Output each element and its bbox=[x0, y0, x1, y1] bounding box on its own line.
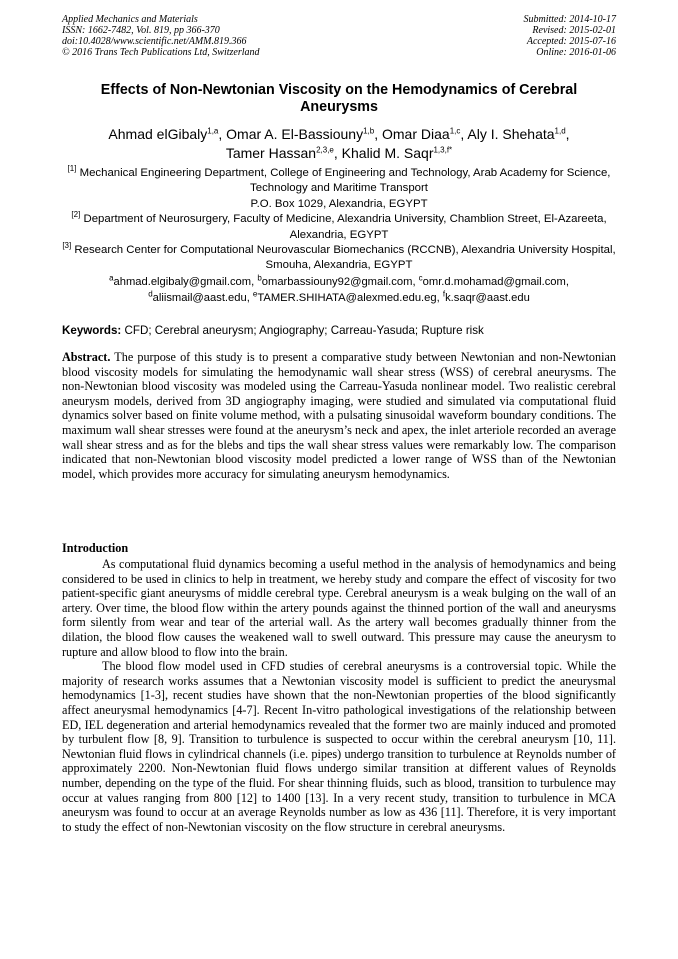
email-address[interactable]: ahmad.elgibaly@gmail.com bbox=[113, 276, 252, 288]
abstract bbox=[62, 350, 616, 481]
keywords-label: Keywords: bbox=[62, 324, 122, 337]
affiliation-mark: [1] bbox=[67, 164, 77, 174]
abstract-label: Abstract. bbox=[62, 350, 111, 364]
keywords bbox=[62, 323, 616, 338]
email-mark: b bbox=[257, 273, 262, 283]
copyright: © 2016 Trans Tech Publications Ltd, Switzerland bbox=[62, 47, 260, 58]
affiliation-text: Mechanical Engineering Department, College of Engineering and Technology, Arab Academy for Science, Technology and Maritime Transport bbox=[79, 167, 611, 195]
author-separator: , bbox=[460, 126, 468, 142]
author-name: Ahmad elGibaly bbox=[108, 126, 208, 142]
email-address[interactable]: k.saqr@aast.edu bbox=[445, 291, 530, 304]
introduction-body bbox=[62, 557, 616, 834]
email-separator: , bbox=[246, 291, 253, 304]
doi: doi:10.4028/www.scientific.net/AMM.819.366 bbox=[62, 36, 247, 47]
author-separator: , bbox=[374, 126, 382, 142]
email-separator: , bbox=[251, 276, 258, 288]
affiliation-text: Research Center for Computational Neurovascular Biomechanics (RCCNB), Alexandria University Hospital, Smouha, Alexandria, EGYPT bbox=[74, 244, 616, 272]
author-name: Omar Diaa bbox=[382, 126, 450, 142]
author-affiliation-mark: 1,3,f* bbox=[433, 145, 453, 155]
author-affiliation-mark: 1,b bbox=[363, 126, 375, 136]
author-affiliation-mark: 2,3,e bbox=[316, 145, 334, 155]
affiliation-3 bbox=[62, 243, 616, 274]
revised-date: Revised: 2015-02-01 bbox=[532, 25, 616, 36]
affiliation-2 bbox=[62, 212, 616, 243]
author-name: Omar A. El-Bassiouny bbox=[226, 126, 364, 142]
paragraph: The blood flow model used in CFD studies of cerebral aneurysms is a controversial topic. While the majority of research works assumes that a Newtonian viscosity model is sufficient to predict the aneurysmal hemodynamics [1-3], recent studies have shown that the non-Newtonian properties of the blood significantly affect aneurysmal hemodynamics [4-7]. Recent In-vitro pathological investigations of the relationship between ED, IEL degeneration and arterial hemodynamics revealed that the former two are mainly induced and promoted by turbulent flow [8, 9]. Transition to turbulence is suspected to occur within the cerebral aneurysm [10, 11]. Newtonian fluid flows in cylindrical channels (i.e. pipes) undergo transition to turbulence at Reynolds number of approximately 2200. Non-Newtonian fluid flows undergo similar transition at different values of Reynolds number, depending on the type of the fluid. For shear thinning fluids, such as blood, transition to turbulence may occur at values ranging from 800 [12] to 1400 [13]. In a very recent study, transition to turbulence in MCA aneurysm was found to occur at an average Reynolds number as low as 436 [11]. Therefore, it is very important to study the effect of non-Newtonian viscosity on the flow structure in cerebral aneurysms. bbox=[62, 659, 616, 834]
author-affiliation-mark: 1,a bbox=[207, 126, 219, 136]
email-mark: f bbox=[442, 288, 446, 298]
accepted-date: Accepted: 2015-07-16 bbox=[526, 36, 616, 47]
email-address[interactable]: aliismail@aast.edu bbox=[152, 291, 247, 304]
author-affiliation-mark: 1,d bbox=[554, 126, 566, 136]
affiliation-text: Department of Neurosurgery, Faculty of Medicine, Alexandria University, Chamblion Street, El-Azareeta, Alexandria, EGYPT bbox=[83, 213, 607, 241]
affiliation-mark: [3] bbox=[62, 241, 72, 251]
section-heading-introduction: Introduction bbox=[62, 541, 129, 555]
email-separator: , bbox=[412, 276, 419, 288]
affiliation-address: P.O. Box 1029, Alexandria, EGYPT bbox=[250, 197, 428, 210]
email-mark: e bbox=[252, 288, 258, 298]
email-address[interactable]: TAMER.SHIHATA@alexmed.edu.eg bbox=[257, 291, 437, 304]
email-address[interactable]: omr.d.mohamad@gmail.com, bbox=[422, 276, 569, 288]
email-mark: c bbox=[418, 273, 423, 283]
affiliation-mark: [2] bbox=[71, 210, 81, 220]
affiliations bbox=[62, 166, 616, 274]
author-separator: , bbox=[333, 145, 342, 161]
author-list bbox=[62, 125, 616, 163]
affiliation-1 bbox=[62, 166, 616, 212]
abstract-text: The purpose of this study is to present a comparative study between Newtonian and non-Newtonian blood viscosity models for simulating the hemodynamic wall shear stress (WSS) of cerebral aneurysms. The non-Newtonian blood viscosity was modeled using the Carreau-Yasuda nonlinear model. Two realistic cerebral aneurysm models, derived from 3D angiography imaging, were studied and simulated via computational fluid dynamics solver based on finite volume method, with a pulsating sinusoidal waveform boundary conditions. The maximum wall shear stresses were found at the aneurysm’s neck and apex, the inlet arteriole recorded an average wall shear stress and as for the blebs and tips the wall shear stress values were remarkably low. The comparison indicated that non-Newtonian blood viscosity model predicted a lower range of WSS than of the Newtonian model, which provides more accuracy for simulating aneurysm hemodynamics. bbox=[62, 350, 616, 481]
author-name: Khalid M. Saqr bbox=[341, 145, 434, 161]
keywords-text: CFD; Cerebral aneurysm; Angiography; Carreau-Yasuda; Rupture risk bbox=[121, 324, 484, 337]
email-address[interactable]: omarbassiouny92@gmail.com bbox=[261, 276, 413, 288]
submitted-date: Submitted: 2014-10-17 bbox=[523, 14, 616, 25]
author-affiliation-mark: 1,c bbox=[449, 126, 461, 136]
email-mark: a bbox=[109, 273, 114, 283]
issn: ISSN: 1662-7482, Vol. 819, pp 366-370 bbox=[62, 25, 220, 36]
paper-title: Effects of Non-Newtonian Viscosity on the Hemodynamics of Cerebral Aneurysms bbox=[100, 82, 578, 115]
author-name: Tamer Hassan bbox=[225, 145, 317, 161]
author-emails bbox=[62, 275, 616, 306]
journal-info bbox=[62, 14, 260, 58]
online-date: Online: 2016-01-06 bbox=[536, 47, 616, 58]
paragraph: As computational fluid dynamics becoming a useful method in the analysis of hemodynamics and being considered to be used in clinics to help in treatment, we hereby study and compare the effect of viscosity for two patient-specific giant aneurysms of middle cerebral type. Cerebral aneurysm is a weak bulging on the wall of an artery. Over time, the blood flow within the artery pounds against the thinned portion of the wall and aneurysms form silently from wear and tear of the arterial wall. As the artery wall becomes gradually thinner from the dilation, the blood flow causes the weakened wall to swell outward. This pressure may cause the aneurysm to rupture and allow blood to flow into the brain. bbox=[62, 557, 616, 659]
author-name: Aly I. Shehata bbox=[467, 126, 555, 142]
journal-name: Applied Mechanics and Materials bbox=[62, 14, 198, 25]
email-mark: d bbox=[148, 288, 153, 298]
dates-info bbox=[524, 14, 617, 58]
author-separator: , bbox=[565, 126, 570, 142]
email-separator: , bbox=[436, 291, 443, 304]
author-separator: , bbox=[218, 126, 227, 142]
